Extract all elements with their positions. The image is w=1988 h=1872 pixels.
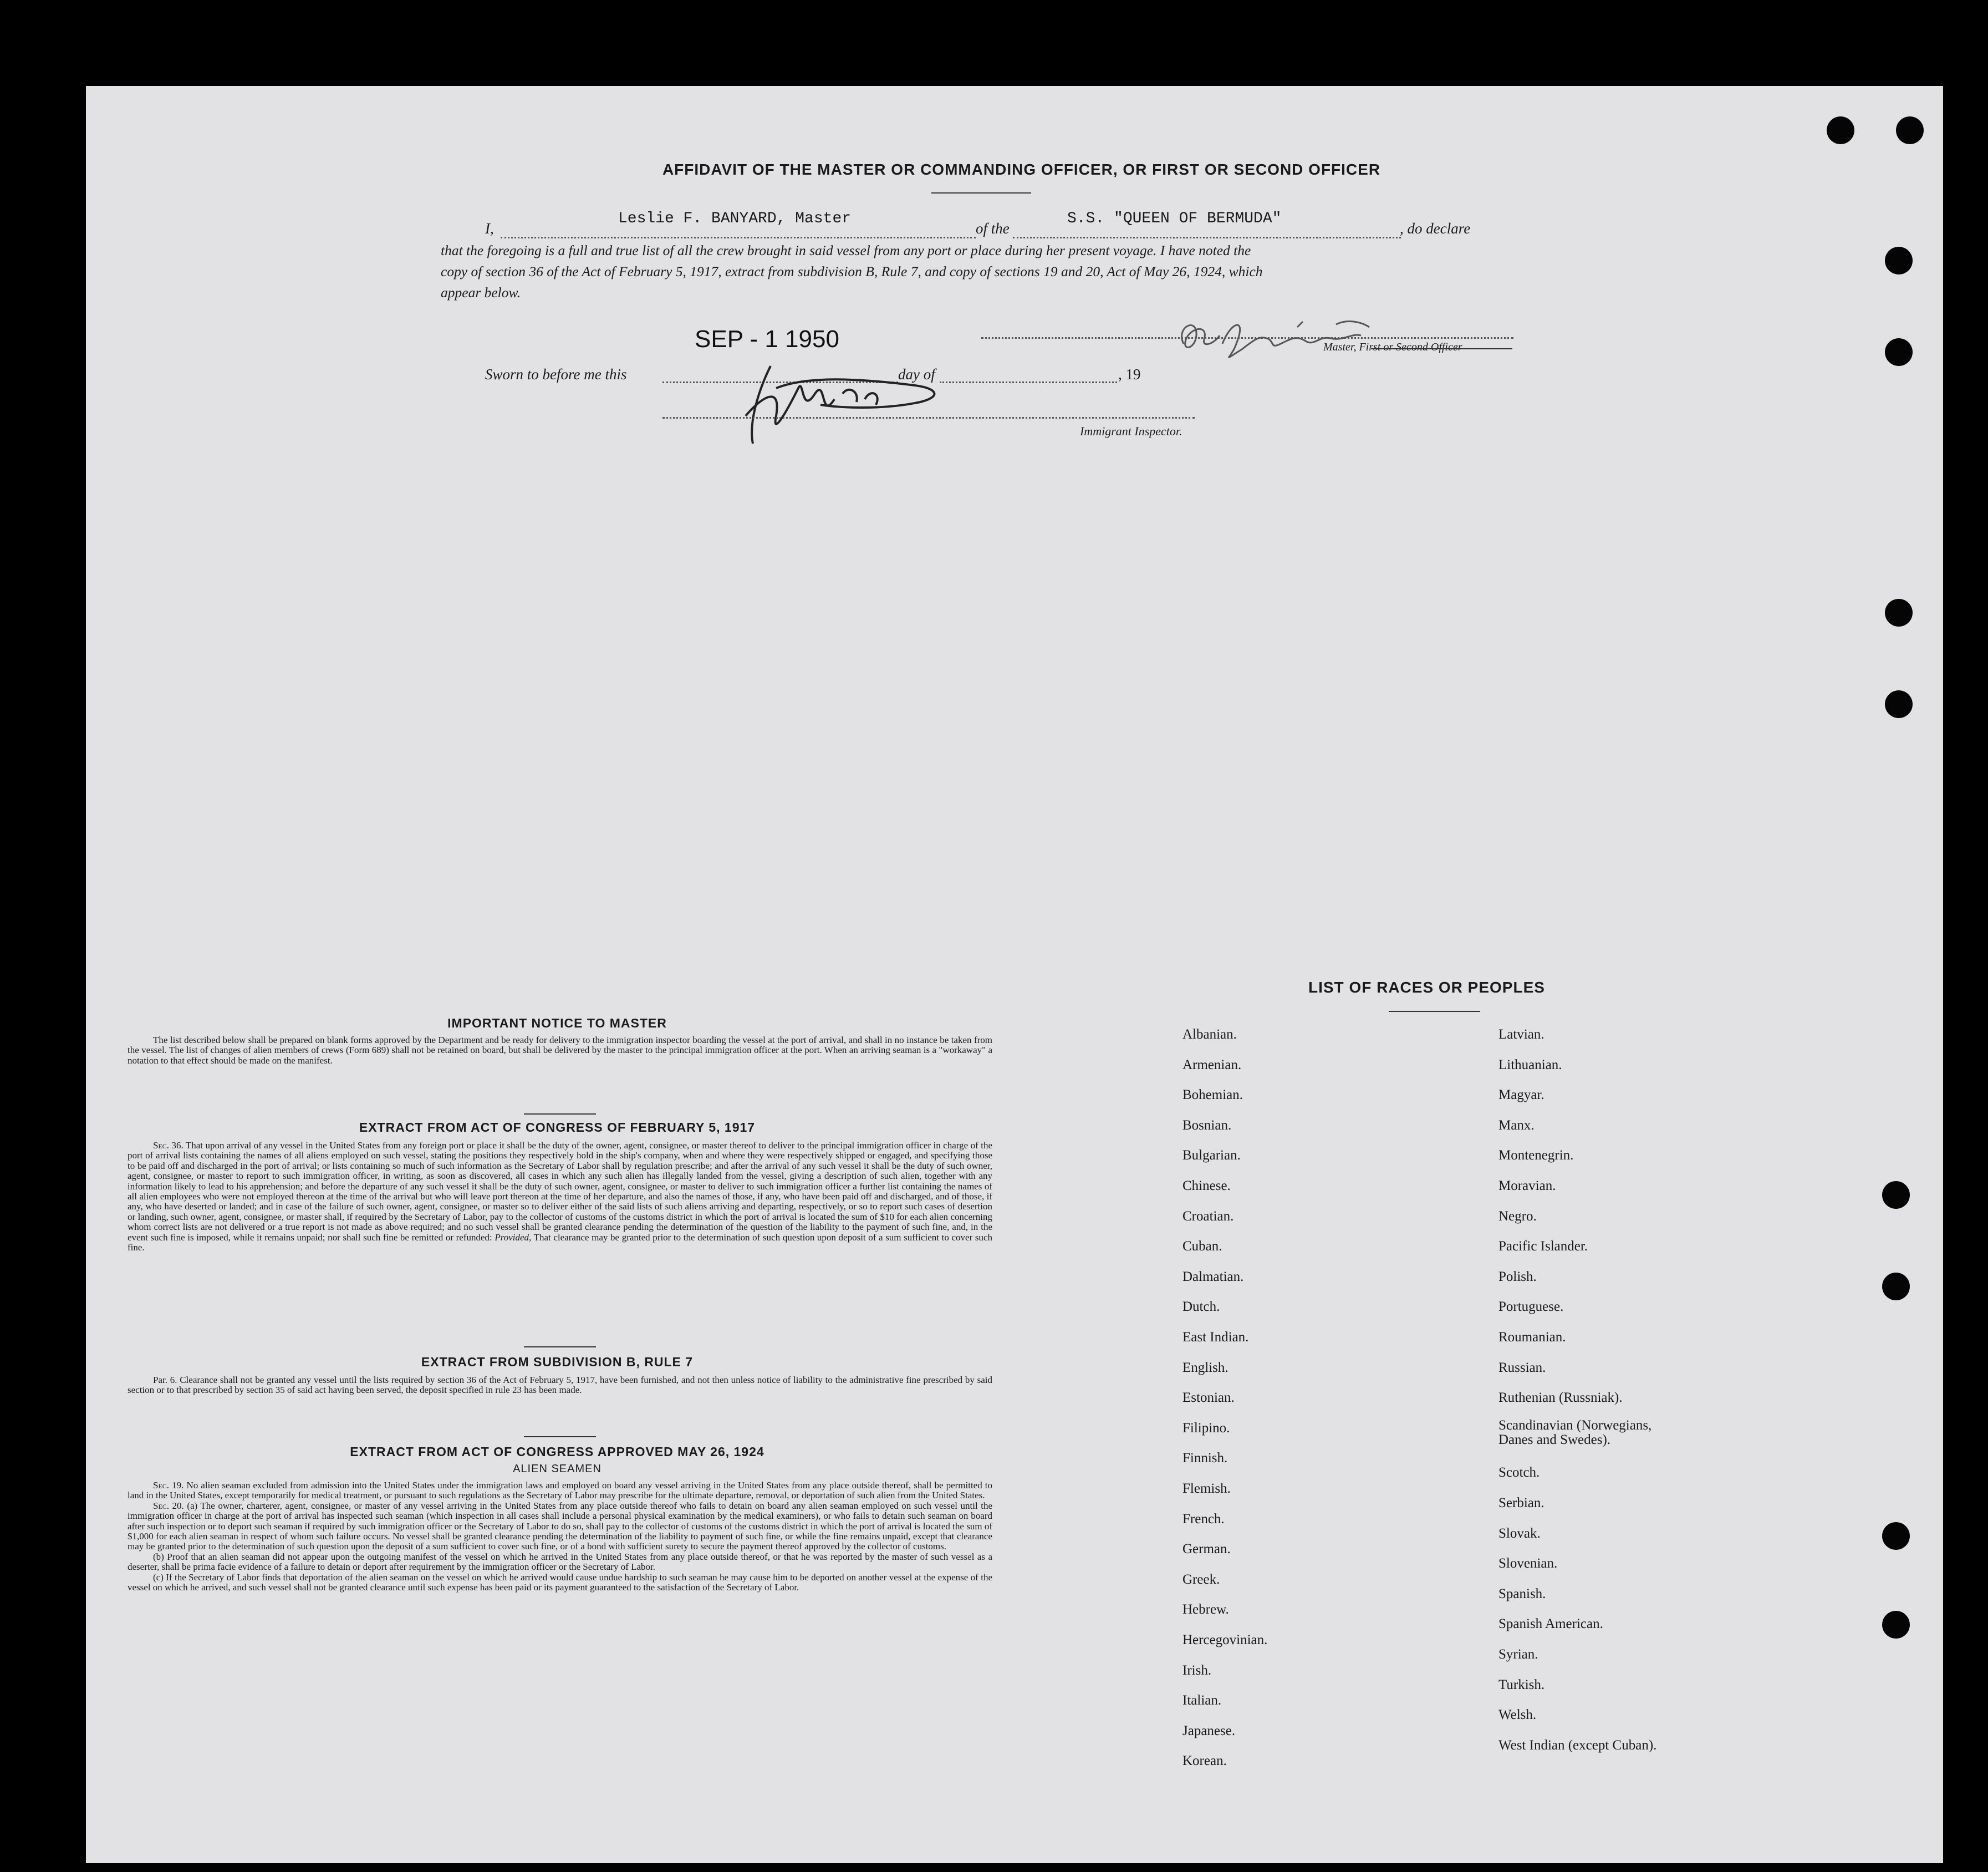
section-label: Sec. 36. — [153, 1140, 183, 1151]
race-item: Armenian. — [1182, 1057, 1242, 1072]
race-item: Finnish. — [1182, 1451, 1228, 1466]
punch-hole — [1885, 599, 1913, 627]
date-stamp: SEP - 1 1950 — [695, 325, 839, 353]
extract-1917-title: EXTRACT FROM ACT OF CONGRESS OF FEBRUARY 5, 1917 — [359, 1120, 756, 1135]
race-item: Manx. — [1498, 1117, 1535, 1133]
race-item: Syrian. — [1498, 1647, 1538, 1662]
punch-hole — [1885, 338, 1913, 366]
race-item: Welsh. — [1498, 1707, 1537, 1723]
race-item: Montenegrin. — [1498, 1148, 1574, 1163]
race-item: Filipino. — [1182, 1420, 1230, 1436]
race-item: Greek. — [1182, 1571, 1220, 1587]
race-item: Latvian. — [1498, 1027, 1544, 1042]
race-item: Ruthenian (Russniak). — [1498, 1390, 1623, 1406]
race-item: Albanian. — [1182, 1027, 1237, 1042]
race-item: Bosnian. — [1182, 1117, 1232, 1133]
notice-text: The list described below shall be prepared on blank forms approved by the Department and be ready for delivery to the immigration inspector boarding the vessel at the port of arrival, and shall in no instance be taken from the vessel. The list of changes of alien members of crews (Form 689) shall not be retained on board, but shall be delivered by the master to the principal immigration officer at the port. When an arriving seaman is a "workaway" a notation to that effect should be made on the manifest. — [128, 1035, 992, 1066]
declarant-prefix: I, — [485, 220, 494, 237]
sworn-prefix: Sworn to before me this — [485, 366, 627, 383]
master-signature — [1170, 305, 1386, 366]
signature-caption: Master, First or Second Officer — [1323, 341, 1462, 353]
punch-hole — [1885, 247, 1913, 274]
divider — [524, 1436, 596, 1437]
races-title: LIST OF RACES OR PEOPLES — [1308, 979, 1545, 996]
do-declare-label: , do declare — [1400, 220, 1471, 237]
race-item: Bulgarian. — [1182, 1148, 1241, 1163]
race-item: Spanish. — [1498, 1586, 1546, 1601]
day-of-label: day of — [898, 366, 935, 383]
sworn-year-label: , 19 — [1118, 366, 1141, 383]
race-item: Flemish. — [1182, 1481, 1231, 1496]
race-item: Hercegovinian. — [1182, 1632, 1268, 1647]
affidavit-body-3: appear below. — [441, 284, 521, 301]
race-item: Negro. — [1498, 1208, 1537, 1224]
race-item: Korean. — [1182, 1753, 1227, 1769]
affidavit-body-1: that the foregoing is a full and true list of all the crew brought in said vessel from any port or place during her present voyage. I have noted the — [441, 242, 1251, 258]
legal-notices — [86, 86, 1028, 1863]
race-item: West Indian (except Cuban). — [1498, 1737, 1657, 1753]
race-item: Irish. — [1182, 1662, 1212, 1678]
extract-1924-subtitle: ALIEN SEAMEN — [513, 1463, 602, 1475]
extract-rule7-title: EXTRACT FROM SUBDIVISION B, RULE 7 — [421, 1355, 694, 1369]
extract-1924-title: EXTRACT FROM ACT OF CONGRESS APPROVED MAY 26, 1924 — [350, 1444, 764, 1459]
form-page — [86, 86, 1943, 1863]
punch-hole — [1882, 1611, 1910, 1639]
race-item: Scotch. — [1498, 1465, 1540, 1481]
inspector-caption: Immigrant Inspector. — [1080, 424, 1182, 438]
race-item: Slovenian. — [1498, 1556, 1558, 1571]
affidavit-body-2: copy of section 36 of the Act of February 5, 1917, extract from subdivision B, Rule 7, and copy of sections 19 and 20, Act of May 26, 1924, which — [441, 263, 1263, 279]
punch-hole — [1896, 116, 1924, 144]
race-item: Dutch. — [1182, 1299, 1220, 1315]
race-item: Pacific Islander. — [1498, 1239, 1588, 1254]
race-item: Serbian. — [1498, 1495, 1544, 1510]
punch-hole — [1882, 1181, 1910, 1209]
of-the-label: of the — [976, 220, 1010, 237]
race-item: Polish. — [1498, 1269, 1537, 1284]
punch-hole — [1885, 690, 1913, 718]
race-item: Japanese. — [1182, 1723, 1236, 1738]
race-item: Chinese. — [1182, 1178, 1231, 1193]
race-item: Croatian. — [1182, 1208, 1234, 1224]
race-item: Slovak. — [1498, 1525, 1541, 1541]
race-item: Dalmatian. — [1182, 1269, 1244, 1284]
divider — [524, 1346, 596, 1347]
race-item: Hebrew. — [1182, 1602, 1229, 1617]
races-title-underline — [1389, 1011, 1480, 1012]
race-item: Portuguese. — [1498, 1299, 1564, 1315]
race-item: Russian. — [1498, 1360, 1546, 1375]
race-item: Estonian. — [1182, 1390, 1235, 1406]
race-item: Scandinavian (Norwegians, Danes and Swedes). — [1498, 1417, 1652, 1447]
race-item: Turkish. — [1498, 1677, 1545, 1692]
race-item: Spanish American. — [1498, 1616, 1603, 1632]
race-item: French. — [1182, 1511, 1225, 1527]
affidavit-title: AFFIDAVIT OF THE MASTER OR COMMANDING OFFICER, OR FIRST OR SECOND OFFICER — [662, 161, 1381, 178]
race-item: English. — [1182, 1360, 1229, 1375]
vessel-name: S.S. "QUEEN OF BERMUDA" — [1067, 210, 1282, 227]
divider — [524, 1113, 596, 1115]
race-item: Bohemian. — [1182, 1087, 1243, 1103]
notice-title: IMPORTANT NOTICE TO MASTER — [447, 1016, 667, 1030]
race-item: Magyar. — [1498, 1087, 1544, 1103]
race-item: German. — [1182, 1542, 1231, 1557]
master-name: Leslie F. BANYARD, Master — [618, 210, 852, 227]
punch-hole — [1827, 116, 1854, 144]
extract-rule7-text: Par. 6. Clearance shall not be granted any vessel until the lists required by section 36 of the Act of February 5, 1917, have been furnished, and not then unless notice of liability to the administrative fine prescribed by said section or to that prescribed by section 35 of said act having been served, the deposit specified in rule 23 has been made. — [128, 1375, 992, 1396]
race-item: Italian. — [1182, 1693, 1222, 1708]
race-item: Cuban. — [1182, 1239, 1222, 1254]
vessel-name-line — [1013, 237, 1401, 238]
extract-1924-text: Sec. 19. No alien seaman excluded from admission into the United States under the immigration laws and employed on board any vessel arriving in the United States from any place outside thereof, shall be permitted to land in the United States, except temporarily for medical treatment, or pursuant to such regulations as the Secretary of Labor may prescribe for the ultimate departure, removal, or deportation of such alien from the United States. Sec. 20. (a) The owner, charterer, agent, consignee, or master of any vessel arriving in the United States from any place outside thereof who fails to detain on board any alien seaman employed on such vessel until the immigration officer in charge at the port of arrival has inspected such seaman (which inspection in all cases shall include a personal physical examination by the medical examiners), or who fails to detain such seaman on board after such inspection or to deport such seaman if required by such immigration officer or the Secretary of Labor to do so, shall pay to the collector of customs of the customs district in which the port of arrival is located the sum of $1,000 for each alien seaman in respect of whom such failure occurs. No vessel shall be granted clearance pending the determination of the liability to payment of such fine, or while the fine remains unpaid, except that clearance may be granted prior to the determination of such question upon the deposit of a sum sufficient to cover such fine, or of a bond with sufficient surety to secure the payment thereof approved by the collector of customs. (b) Proof that an alien seaman did not appear upon the outgoing manifest of the vessel on which he arrived in the United States from any place outside thereof, or that he was reported by the master of such vessel as a deserter, shall be prima facie evidence of a failure to detain or deport after requirement by the immigration officer or the Secretary of Labor. (c) If the Secretary of Labor finds that deportation of the alien seaman on the vessel on which he arrived would cause undue hardship to such seaman he may cause him to be deported on another vessel at the expense of the vessel on which he arrived, and such vessel shall not be granted clearance until such expense has been paid or its payment guaranteed to the satisfaction of the Secretary of Labor. — [128, 1480, 992, 1593]
race-item: Moravian. — [1498, 1178, 1556, 1193]
race-item: Roumanian. — [1498, 1330, 1566, 1345]
race-item: East Indian. — [1182, 1330, 1249, 1345]
caption-strikeout — [1371, 348, 1512, 349]
punch-hole — [1882, 1522, 1910, 1550]
race-item: Lithuanian. — [1498, 1057, 1562, 1072]
extract-1917-text: Sec. 36. That upon arrival of any vessel in the United States from any foreign port or place it shall be the duty of the owner, agent, consignee, or master thereof to deliver to the principal immigration officer in charge of the port of arrival lists containing the names of all aliens employed on such vessel, stating the positions they respectively hold in the ship's company, when and where they were respectively shipped or engaged, and specifying those to be paid off and discharged in the port of arrival; or lists containing so much of such information as the Secretary of Labor shall by regulation prescribe; and after the arrival of any such vessel it shall be the duty of such owner, agent, consignee, or master to report to such immigration officer, in writing, as soon as discovered, all cases in which any such alien has illegally landed from the vessel, giving a description of such alien, together with any information likely to lead to his apprehension; and before the departure of any such vessel it shall be the duty of such owner, agent, consignee, or master to deliver to such immigration officer a further list containing the names of all alien employees who were not employed thereon at the time of the arrival but who will leave port thereon at the time of her departure, and also the names of those, if any, who have been paid off and discharged, and of those, if any, who have deserted or landed; and in case of the failure of such owner, agent, consignee, or master so to deliver either of the said lists of such aliens arriving and departing, respectively, or so to report such cases of desertion or landing, such owner, agent, consignee, or master shall, if required by the Secretary of Labor, pay to the collector of customs of the customs district in which the port of arrival is located the sum of $10 for each alien concerning whom correct lists are not delivered or a true report is not made as above required; and no such vessel shall be granted clearance pending the determination of the question of the liability to the payment of such fine, and, in the event such fine is imposed, while it remains unpaid; nor shall such fine be remitted or refunded: Provided, That clearance may be granted prior to the determination of such question upon deposit of a sum sufficient to cover such fine. — [128, 1140, 993, 1253]
punch-hole — [1882, 1273, 1910, 1300]
